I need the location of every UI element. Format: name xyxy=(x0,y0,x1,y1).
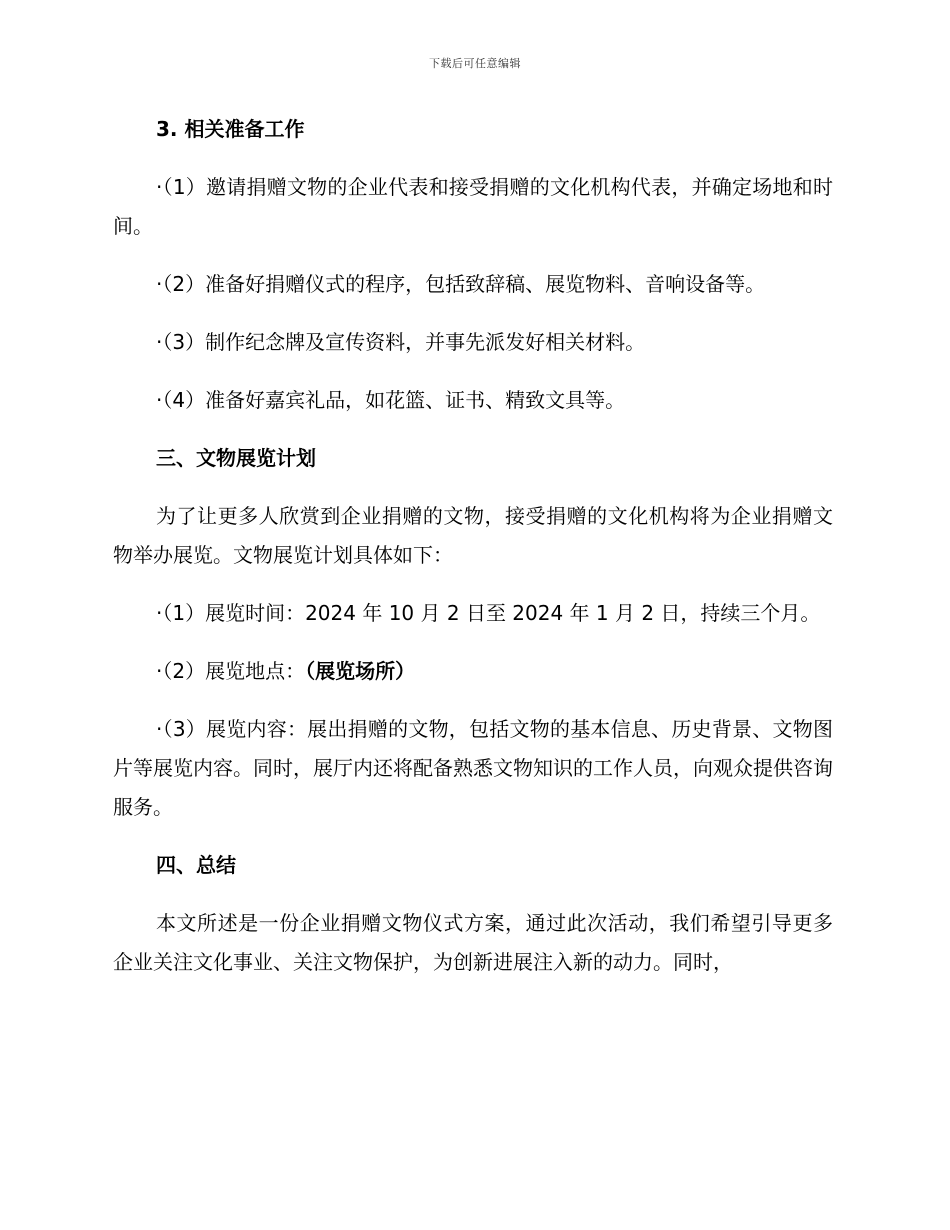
exhibition-intro: 为了让更多人欣赏到企业捐赠的文物，接受捐赠的文化机构将为企业捐赠文物举办展览。文物展览计划具体如下： xyxy=(113,504,833,567)
exhibition-place-value: （展览场所） xyxy=(305,659,416,683)
section-heading-exhibition: 三、文物展览计划 xyxy=(156,446,316,470)
summary-paragraph: 本文所述是一份企业捐赠文物仪式方案，通过此次活动，我们希望引导更多企业关注文化事业、关注文物保护，为创新进展注入新的动力。同时， xyxy=(113,911,833,974)
list-item: ·（4）准备好嘉宾礼品，如花篮、证书、精致文具等。 xyxy=(156,388,626,412)
section-heading-preparation: 3. 相关准备工作 xyxy=(156,117,305,141)
list-item: ·（3）制作纪念牌及宣传资料，并事先派发好相关材料。 xyxy=(156,330,646,354)
document-body xyxy=(113,110,833,1001)
list-item-exhibition-place xyxy=(113,652,833,691)
section-heading-summary: 四、总结 xyxy=(156,853,236,877)
page-header: 下载后可任意编辑 xyxy=(429,57,521,70)
list-item-exhibition-time: ·（1）展览时间：2024 年 10 月 2 日至 2024 年 1 月 2 日，持续三个月。 xyxy=(156,601,821,625)
exhibition-place-label: ·（2）展览地点： xyxy=(156,659,306,683)
list-item: ·（2）准备好捐赠仪式的程序，包括致辞稿、展览物料、音响设备等。 xyxy=(156,272,766,296)
list-item: ·（1）邀请捐赠文物的企业代表和接受捐赠的文化机构代表，并确定场地和时间。 xyxy=(113,175,833,238)
list-item-exhibition-content: ·（3）展览内容：展出捐赠的文物，包括文物的基本信息、历史背景、文物图片等展览内容。同时，展厅内还将配备熟悉文物知识的工作人员，向观众提供咨询服务。 xyxy=(113,717,833,819)
